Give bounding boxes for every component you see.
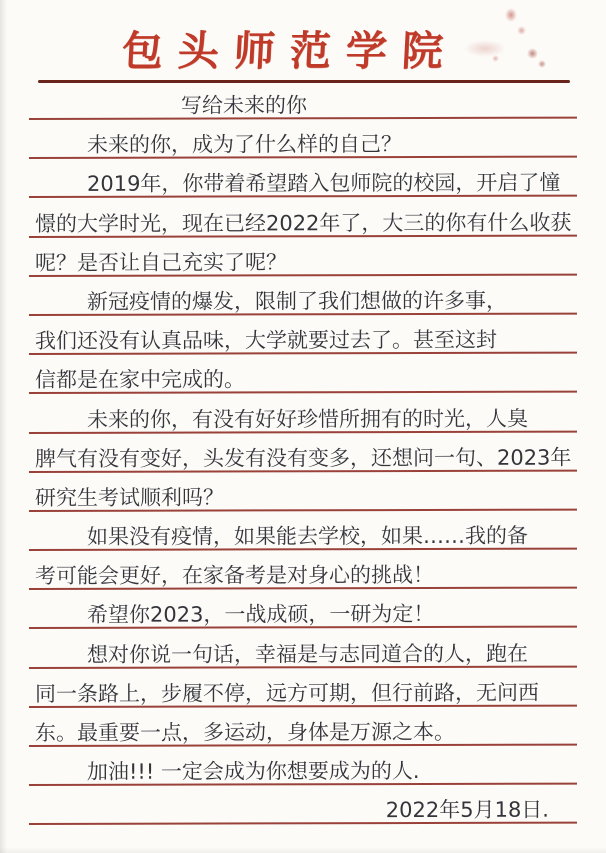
letter-line: 加油!!! 一定会成为你想要成为的人. xyxy=(29,746,577,787)
ruled-writing-area xyxy=(29,81,577,826)
letter-line: 想对你说一句话，幸福是与志同道合的人，跑在 xyxy=(29,628,577,669)
date-line: 2022年5月18日. xyxy=(29,785,577,826)
letter-line: 如果没有疫情，如果能去学校，如果……我的备 xyxy=(29,511,577,552)
letter-line: 东。最重要一点，多运动，身体是万源之本。 xyxy=(29,707,577,748)
letterhead-school-name: 包头师范学院 xyxy=(120,27,460,75)
letter-line: 信都是在家中完成的。 xyxy=(29,354,577,395)
letter-line: 未来的你，成为了什么样的自己？ xyxy=(29,119,577,160)
letter-line: 希望你2023，一战成硕，一研为定！ xyxy=(29,589,577,630)
letter-line: 呢？是否让自己充实了呢？ xyxy=(29,236,577,277)
letter-line: 憬的大学时光，现在已经2022年了，大三的你有什么收获 xyxy=(29,197,577,238)
letter-title: 写给未来的你 xyxy=(29,80,577,121)
letter-line: 研究生考试顺利吗？ xyxy=(29,471,577,512)
letter-line: 同一条路上，步履不停，远方可期，但行前路，无问西 xyxy=(29,667,577,708)
letter-line: 未来的你，有没有好好珍惜所拥有的时光，人臭 xyxy=(29,393,577,434)
letter-line: 考可能会更好，在家备考是对身心的挑战！ xyxy=(29,550,577,591)
letter-line: 2019年，你带着希望踏入包师院的校园，开启了憧 xyxy=(29,158,577,199)
letter-line: 脾气有没有变好，头发有没有变多，还想问一句、2023年 xyxy=(29,432,577,473)
letter-line: 我们还没有认真品味，大学就要过去了。甚至这封 xyxy=(29,315,577,356)
letter-line: 新冠疫情的爆发，限制了我们想做的许多事， xyxy=(29,276,577,317)
